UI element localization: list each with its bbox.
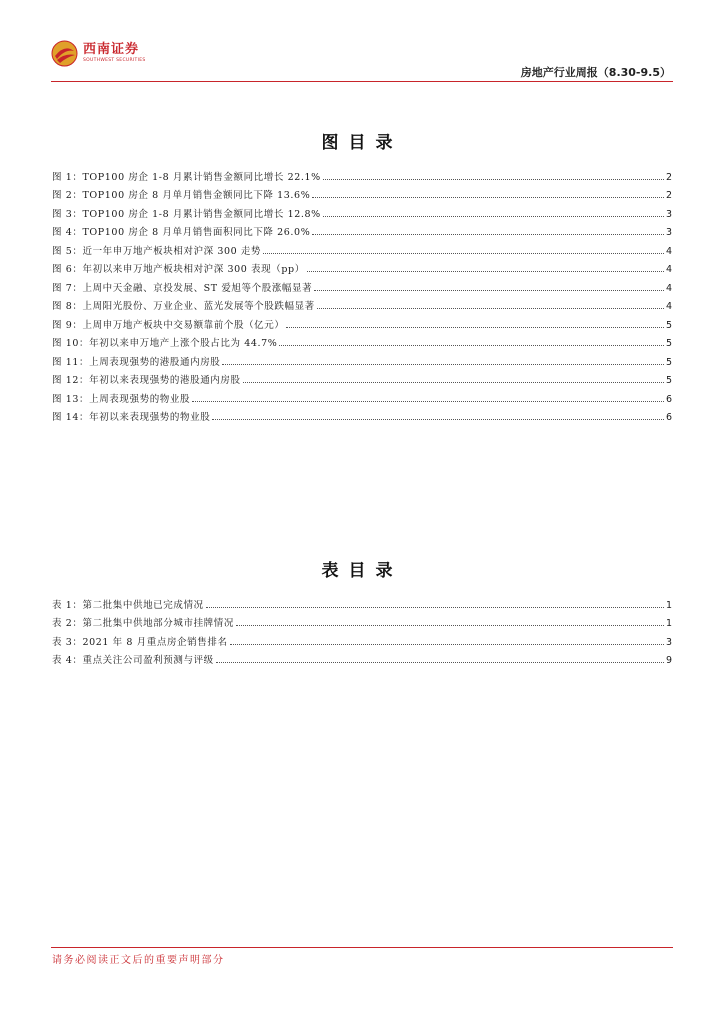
toc-entry[interactable] xyxy=(52,331,672,350)
toc-entry-page: 6 xyxy=(665,393,672,405)
toc-entry-page: 4 xyxy=(665,301,672,312)
toc-dot-leader xyxy=(279,344,664,346)
toc-entry[interactable] xyxy=(52,201,672,220)
toc-entry-label: 图 3：TOP100 房企 1-8 月累计销售金额同比增长 12.8% xyxy=(52,208,321,220)
toc-entry-label: 表 4：重点关注公司盈利预测与评级 xyxy=(52,655,214,666)
toc-entry-label: 图 11：上周表现强势的港股通内房股 xyxy=(52,356,221,368)
logo-mark-icon xyxy=(51,40,78,67)
toc-entry-page: 4 xyxy=(665,264,672,275)
toc-entry-page: 9 xyxy=(665,655,672,666)
toc-dot-leader xyxy=(307,270,664,272)
toc-entry[interactable] xyxy=(52,257,672,276)
toc-entry-page: 1 xyxy=(665,618,672,629)
toc-entry-label: 图 14：年初以来表现强势的物业股 xyxy=(52,412,211,423)
toc-entry-label: 图 5：近一年申万地产板块相对沪深 300 走势 xyxy=(52,245,262,257)
toc-dot-leader xyxy=(263,252,664,254)
toc-dot-leader xyxy=(192,400,664,402)
toc-entry-label: 图 1：TOP100 房企 1-8 月累计销售金额同比增长 22.1% xyxy=(52,171,321,183)
company-logo xyxy=(51,40,146,67)
figure-index-title: 图目录 xyxy=(321,133,403,153)
toc-dot-leader xyxy=(317,307,664,309)
toc-entry[interactable] xyxy=(52,164,672,183)
toc-entry-label: 图 7：上周中天金融、京投发展、ST 爱旭等个股涨幅显著 xyxy=(52,282,313,294)
toc-entry[interactable] xyxy=(52,275,672,294)
toc-dot-leader xyxy=(323,215,664,217)
toc-entry[interactable] xyxy=(52,238,672,257)
toc-dot-leader xyxy=(312,233,664,235)
toc-dot-leader xyxy=(230,643,664,645)
toc-entry[interactable] xyxy=(52,220,672,239)
toc-entry-page: 5 xyxy=(665,375,672,386)
toc-entry[interactable] xyxy=(52,368,672,387)
toc-entry[interactable] xyxy=(52,629,672,648)
toc-entry-page: 2 xyxy=(665,171,672,183)
toc-entry-page: 5 xyxy=(665,338,672,349)
toc-entry[interactable] xyxy=(52,312,672,331)
toc-entry-page: 5 xyxy=(665,356,672,368)
toc-entry-label: 图 13：上周表现强势的物业股 xyxy=(52,393,191,405)
toc-entry[interactable] xyxy=(52,183,672,202)
toc-entry-page: 5 xyxy=(665,319,672,331)
toc-entry-page: 3 xyxy=(665,636,672,648)
toc-entry-label: 图 6：年初以来申万地产板块相对沪深 300 表现（pp） xyxy=(52,264,305,275)
toc-dot-leader xyxy=(323,178,664,180)
page-header xyxy=(51,40,673,84)
report-title: 房地产行业周报（8.30-9.5） xyxy=(520,66,671,79)
toc-entry[interactable] xyxy=(52,648,672,667)
toc-entry-label: 表 3：2021 年 8 月重点房企销售排名 xyxy=(52,636,228,648)
toc-entry-label: 图 4：TOP100 房企 8 月单月销售面积同比下降 26.0% xyxy=(52,227,311,238)
toc-entry-page: 3 xyxy=(665,208,672,220)
toc-entry-label: 图 10：年初以来申万地产上涨个股占比为 44.7% xyxy=(52,338,278,349)
toc-entry-label: 图 9：上周申万地产板块中交易额靠前个股（亿元） xyxy=(52,319,285,331)
toc-entry-page: 4 xyxy=(665,245,672,257)
toc-entry-page: 6 xyxy=(665,412,672,423)
toc-entry[interactable] xyxy=(52,386,672,405)
toc-entry[interactable] xyxy=(52,592,672,611)
toc-entry-page: 4 xyxy=(665,282,672,294)
toc-entry[interactable] xyxy=(52,349,672,368)
toc-dot-leader xyxy=(216,661,664,663)
toc-dot-leader xyxy=(212,418,664,420)
toc-entry-label: 图 2：TOP100 房企 8 月单月销售金额同比下降 13.6% xyxy=(52,190,311,201)
toc-entry-label: 表 2：第二批集中供地部分城市挂牌情况 xyxy=(52,618,234,629)
toc-entry-label: 图 8：上周阳光股份、万业企业、蓝光发展等个股跌幅显著 xyxy=(52,301,315,312)
toc-entry-label: 图 12：年初以来表现强势的港股通内房股 xyxy=(52,375,241,386)
logo-english-text: SOUTHWEST SECURITIES xyxy=(83,58,146,63)
toc-entry[interactable] xyxy=(52,294,672,313)
toc-entry-label: 表 1：第二批集中供地已完成情况 xyxy=(52,599,204,611)
toc-entry-page: 2 xyxy=(665,190,672,201)
table-index-list xyxy=(52,592,672,666)
toc-entry[interactable] xyxy=(52,611,672,630)
toc-entry[interactable] xyxy=(52,405,672,424)
toc-dot-leader xyxy=(312,196,664,198)
toc-dot-leader xyxy=(222,363,664,365)
toc-entry-page: 3 xyxy=(665,227,672,238)
header-divider xyxy=(51,81,673,82)
toc-entry-page: 1 xyxy=(665,599,672,611)
disclaimer-note: 请务必阅读正文后的重要声明部分 xyxy=(52,955,225,966)
toc-dot-leader xyxy=(314,289,664,291)
toc-dot-leader xyxy=(236,624,664,626)
toc-dot-leader xyxy=(206,606,664,608)
table-index-title: 表目录 xyxy=(321,561,403,581)
toc-dot-leader xyxy=(286,326,663,328)
figure-index-list xyxy=(52,164,672,423)
footer-divider xyxy=(51,947,673,948)
toc-dot-leader xyxy=(243,381,664,383)
logo-chinese-text: 西南证券 xyxy=(83,42,140,57)
